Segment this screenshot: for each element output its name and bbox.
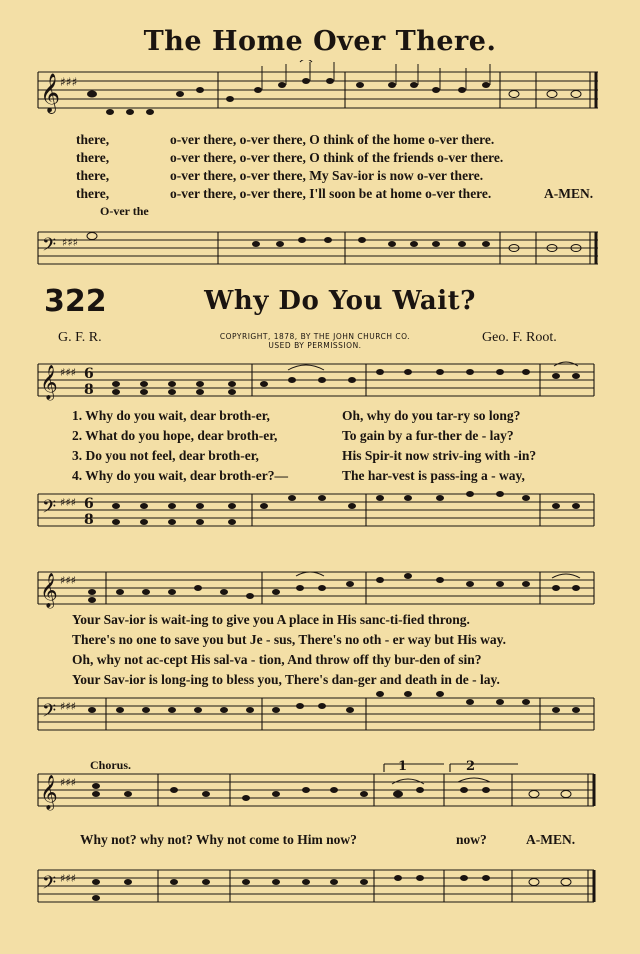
verse-a-line-2 bbox=[72, 428, 514, 444]
copyright-line-2: USED BY PERMISSION. bbox=[268, 341, 362, 350]
top-amen: A-MEN. bbox=[544, 186, 594, 201]
ending-1: 1 bbox=[398, 760, 408, 774]
svg-text:𝄢: 𝄢 bbox=[42, 873, 57, 898]
top-lyric-line-1 bbox=[76, 132, 495, 148]
svg-text:𝄢: 𝄢 bbox=[42, 497, 57, 522]
staff-treble-2 bbox=[0, 560, 640, 620]
verse-b-line-1: Your Sav-ior is wait-ing to give you A place in His sanc-ti-fied throng. bbox=[72, 612, 470, 627]
staff-bass-chorus bbox=[0, 856, 640, 920]
verse-a-line-3 bbox=[72, 448, 537, 464]
staff-treble-top bbox=[0, 60, 640, 140]
verse-a-line-1 bbox=[72, 408, 521, 424]
verse-b-line-3: Oh, why not ac-cept His sal-va - tion, And throw off thy bur-den of sin? bbox=[72, 652, 482, 667]
top-lyric-3b: o-ver there, o-ver there, My Sav-ior is now o-ver there. bbox=[170, 168, 484, 183]
svg-text:𝄢: 𝄢 bbox=[42, 701, 57, 726]
ending-2: 2 bbox=[466, 760, 476, 774]
staff-bass-1 bbox=[0, 484, 640, 544]
svg-text:♯♯♯: ♯♯♯ bbox=[60, 872, 76, 885]
svg-text:𝄞: 𝄞 bbox=[40, 365, 58, 400]
svg-text:♯♯♯: ♯♯♯ bbox=[60, 496, 76, 509]
staff-bass-2 bbox=[0, 688, 640, 748]
svg-text:𝄢: 𝄢 bbox=[42, 235, 57, 260]
svg-text:♯♯♯: ♯♯♯ bbox=[60, 366, 76, 379]
top-lyric-line-2 bbox=[76, 150, 504, 166]
verse-3-left: Do you not feel, dear broth-er, bbox=[85, 448, 259, 463]
verse-2-right: To gain by a fur-ther de - lay? bbox=[342, 428, 514, 443]
verse-3-number: 3. bbox=[72, 448, 83, 463]
top-lyric-2b: o-ver there, o-ver there, O think of the friends o-ver there. bbox=[170, 150, 504, 165]
chorus-label: Chorus. bbox=[90, 758, 132, 772]
verse-b-line-2: There's no one to save you but Je - sus, There's no oth - er way but His way. bbox=[72, 632, 507, 647]
top-lyric-1a: there, bbox=[76, 132, 110, 147]
svg-text:𝄞: 𝄞 bbox=[40, 775, 58, 810]
svg-text:♯♯♯: ♯♯♯ bbox=[60, 700, 76, 713]
lyricist-credit: G. F. R. bbox=[58, 330, 102, 345]
copyright-notice bbox=[190, 332, 440, 350]
top-lyric-line-3 bbox=[76, 168, 484, 184]
svg-text:𝄞: 𝄞 bbox=[40, 573, 58, 608]
verse-4-right: The har-vest is pass-ing a - way, bbox=[342, 468, 525, 483]
verse-a-line-4 bbox=[72, 468, 525, 484]
top-lyric-line-4 bbox=[76, 186, 594, 202]
svg-text:♯♯♯: ♯♯♯ bbox=[60, 75, 78, 89]
top-lyric-4a: there, bbox=[76, 186, 110, 201]
verse-1-number: 1. bbox=[72, 408, 83, 423]
top-lyric-2a: there, bbox=[76, 150, 110, 165]
svg-text:♯♯♯: ♯♯♯ bbox=[60, 574, 76, 587]
copyright-line-1: COPYRIGHT, 1878, BY THE JOHN CHURCH CO. bbox=[219, 332, 411, 341]
top-lyric-3a: there, bbox=[76, 168, 110, 183]
top-lyric-1b: o-ver there, o-ver there, O think of the home o-ver there. bbox=[170, 132, 495, 147]
composer-credit: Geo. F. Root. bbox=[482, 330, 557, 345]
verse-2-left: What do you hope, dear broth-er, bbox=[85, 428, 278, 443]
time-sig-bottom: 8 bbox=[84, 382, 94, 398]
bass-time-top: 6 bbox=[84, 496, 94, 512]
top-lyric-4b: o-ver there, o-ver there, I'll soon be at home o-ver there. bbox=[170, 186, 492, 201]
verse-2-number: 2. bbox=[72, 428, 83, 443]
top-cue-text: O-ver the bbox=[100, 204, 149, 218]
hymn-title-top: The Home Over There. bbox=[143, 26, 497, 57]
svg-text:𝄞: 𝄞 bbox=[40, 73, 61, 113]
chorus-text: Why not? why not? Why not come to Him now? bbox=[80, 832, 357, 847]
verse-4-left: Why do you wait, dear broth-er?— bbox=[85, 468, 289, 483]
hymn-number: 322 bbox=[44, 284, 107, 319]
verse-b-line-4: Your Sav-ior is long-ing to bless you, There's dan-ger and death in de - lay. bbox=[72, 672, 500, 687]
staff-bass-top bbox=[0, 220, 640, 280]
time-sig-top: 6 bbox=[84, 366, 94, 382]
verse-4-number: 4. bbox=[72, 468, 83, 483]
svg-text:♯♯♯: ♯♯♯ bbox=[62, 236, 78, 249]
chorus-now: now? bbox=[456, 832, 487, 847]
verse-3-right: His Spir-it now striv-ing with -in? bbox=[342, 448, 537, 463]
verse-1-right: Oh, why do you tar-ry so long? bbox=[342, 408, 521, 423]
chorus-amen: A-MEN. bbox=[526, 832, 576, 847]
hymn-title: Why Do You Wait? bbox=[204, 286, 476, 316]
staff-treble-1 bbox=[0, 352, 640, 412]
svg-text:♯♯♯: ♯♯♯ bbox=[60, 776, 76, 789]
bass-time-bottom: 8 bbox=[84, 512, 94, 528]
staff-treble-chorus bbox=[0, 760, 640, 820]
verse-1-left: Why do you wait, dear broth-er, bbox=[85, 408, 270, 423]
